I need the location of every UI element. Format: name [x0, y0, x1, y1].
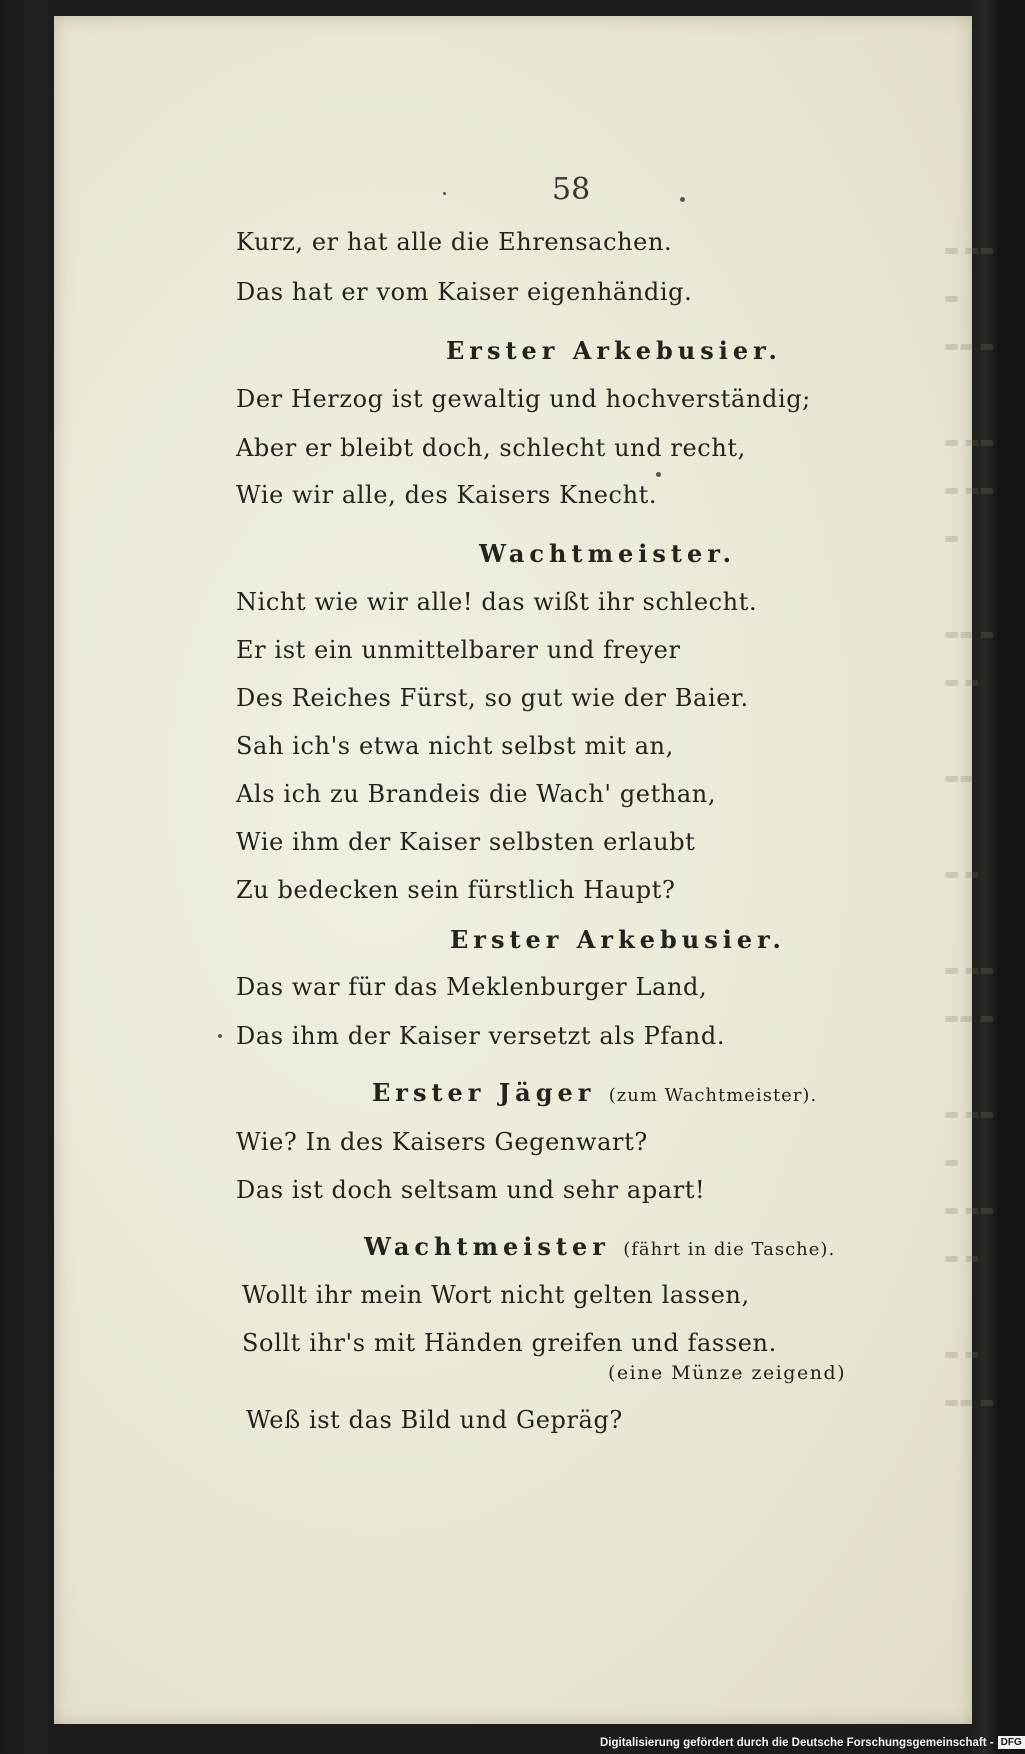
verse-line: Wollt ihr mein Wort nicht gelten lassen, — [242, 1281, 750, 1309]
verse-line: Kurz, er hat alle die Ehrensachen. — [236, 228, 673, 256]
show-through-texture: ▬ ▬▬ ▬ ▬▬ ▬ ▬ ▬▬ ▬ ▬▬ ▬ ▬▬ ▬ ▬ ▬ ▬▬ ▬ ▬ ▬ ▬▬ ▬▬ ▬ ▬ ▬▬ ▬ ▬ ▬▬ ▬ ▬ ▬ ▬ ▬▬ ▬ — [944, 240, 995, 1411]
speaker-name: Wachtmeister — [364, 1232, 610, 1261]
speaker-heading: Erster Arkebusier. — [450, 925, 786, 954]
stage-direction: (zum Wachtmeister). — [608, 1085, 818, 1106]
verse-line: Weß ist das Bild und Gepräg? — [246, 1406, 623, 1434]
page-number: 58 — [552, 172, 591, 207]
speaker-heading: Erster Arkebusier. — [446, 336, 782, 365]
verse-line: Wie? In des Kaisers Gegenwart? — [236, 1128, 648, 1156]
speaker-heading — [364, 1232, 835, 1261]
verse-line: Sah ich's etwa nicht selbst mit an, — [236, 732, 674, 760]
stage-direction: (fährt in die Tasche). — [623, 1239, 836, 1260]
speaker-heading: Wachtmeister. — [479, 539, 737, 568]
digitization-credit — [600, 1734, 1025, 1752]
speaker-name: Erster Jäger — [372, 1078, 596, 1107]
verse-line: Sollt ihr's mit Händen greifen und fassen. — [242, 1329, 777, 1357]
stage-direction: (eine Münze zeigend) — [608, 1362, 847, 1384]
verse-line: Er ist ein unmittelbarer und freyer — [236, 636, 681, 664]
verse-line: Das hat er vom Kaiser eigenhändig. — [236, 278, 693, 306]
verse-line: Des Reiches Fürst, so gut wie der Baier. — [236, 684, 749, 712]
verse-line: Das ihm der Kaiser versetzt als Pfand. — [236, 1022, 726, 1050]
verse-line: Das ist doch seltsam und sehr apart! — [236, 1176, 706, 1204]
dfg-logo: DFG — [998, 1736, 1025, 1749]
credit-text: Digitalisierung gefördert durch die Deutsche Forschungsgemeinschaft - — [600, 1737, 994, 1749]
verse-line: Zu bedecken sein fürstlich Haupt? — [236, 876, 676, 904]
verse-line: Als ich zu Brandeis die Wach' gethan, — [236, 780, 717, 808]
verse-line: Der Herzog ist gewaltig und hochverständig; — [236, 385, 811, 413]
verse-line: Das war für das Meklenburger Land, — [236, 973, 708, 1001]
speaker-heading — [372, 1078, 817, 1107]
verse-line: Nicht wie wir alle! das wißt ihr schlecht. — [236, 588, 758, 616]
verse-line: Wie wir alle, des Kaisers Knecht. — [236, 481, 658, 509]
verse-line: Aber er bleibt doch, schlecht und recht, — [236, 434, 746, 462]
verse-line: Wie ihm der Kaiser selbsten erlaubt — [236, 828, 696, 856]
